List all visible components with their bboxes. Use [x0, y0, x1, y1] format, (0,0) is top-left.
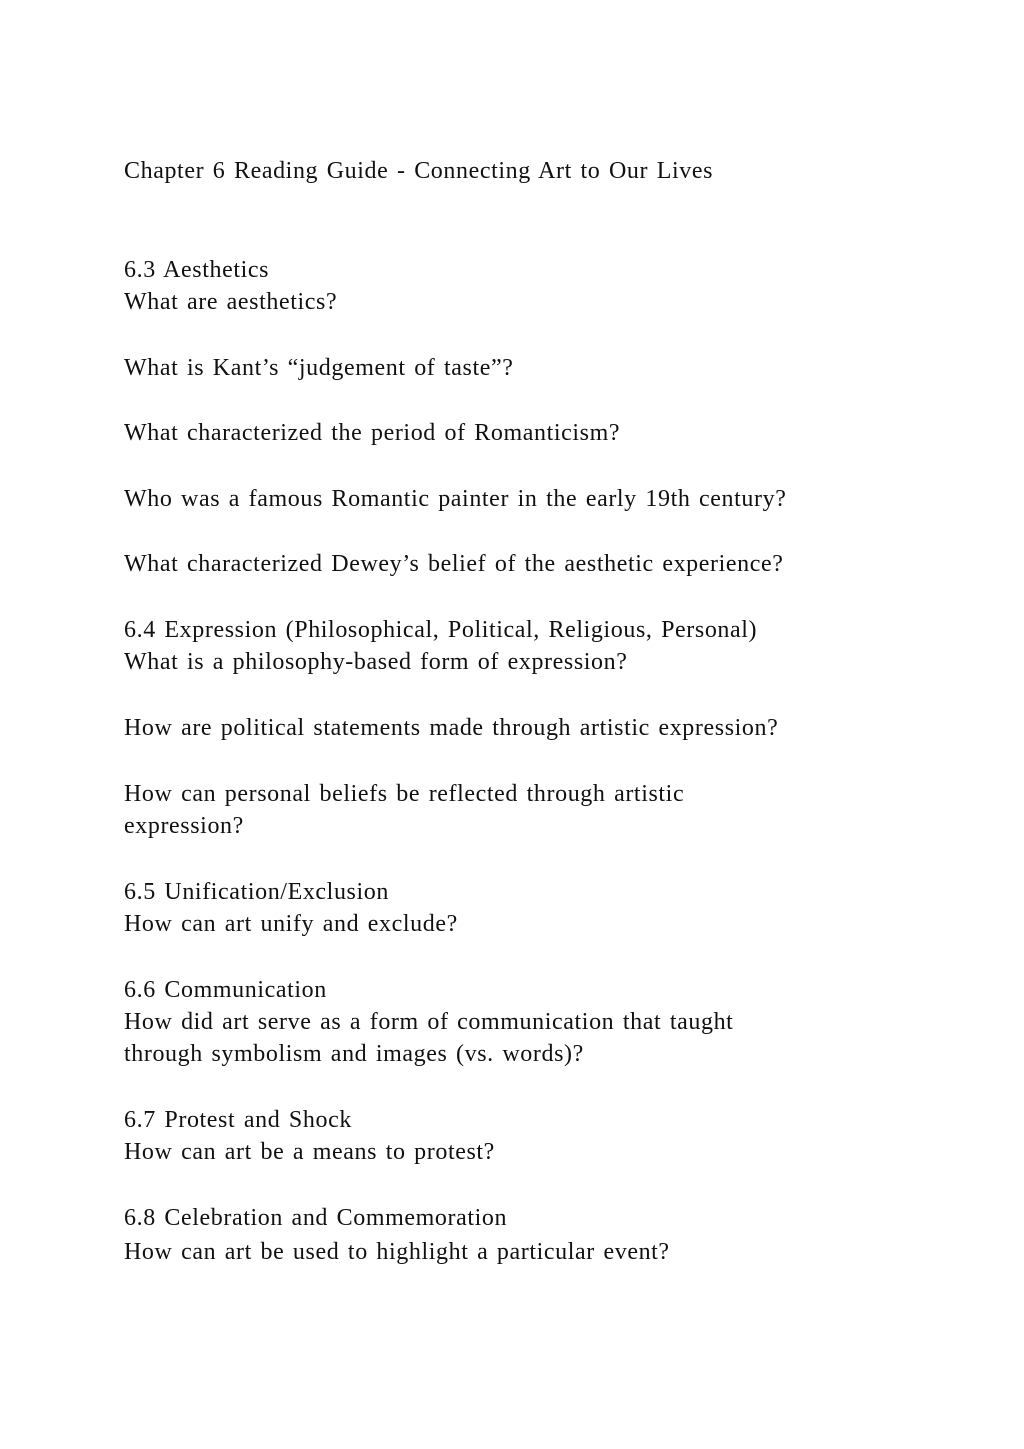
- question-political-statements: How are political statements made through artistic expression?: [124, 715, 779, 741]
- document-title: Chapter 6 Reading Guide - Connecting Art to Our Lives: [124, 158, 714, 184]
- question-protest: How can art be a means to protest?: [124, 1139, 495, 1165]
- question-philosophy-expression: What is a philosophy-based form of expression?: [124, 649, 628, 675]
- question-highlight-event: How can art be used to highlight a particular event?: [124, 1239, 670, 1265]
- question-dewey: What characterized Dewey’s belief of the aesthetic experience?: [124, 551, 784, 577]
- question-communication-line-2: through symbolism and images (vs. words)?: [124, 1041, 584, 1067]
- question-kant-judgement: What is Kant’s “judgement of taste”?: [124, 355, 514, 381]
- question-personal-beliefs-line-1: How can personal beliefs be reflected through artistic: [124, 781, 685, 807]
- section-heading-6-8: 6.8 Celebration and Commemoration: [124, 1205, 508, 1231]
- question-romantic-painter: Who was a famous Romantic painter in the early 19th century?: [124, 486, 787, 512]
- question-aesthetics: What are aesthetics?: [124, 289, 338, 315]
- section-heading-6-3: 6.3 Aesthetics: [124, 257, 270, 283]
- question-unify-exclude: How can art unify and exclude?: [124, 911, 458, 937]
- question-communication-line-1: How did art serve as a form of communication that taught: [124, 1009, 734, 1035]
- section-heading-6-6: 6.6 Communication: [124, 977, 327, 1003]
- section-heading-6-4: 6.4 Expression (Philosophical, Political, Religious, Personal): [124, 617, 758, 643]
- question-romanticism: What characterized the period of Romanticism?: [124, 420, 621, 446]
- question-personal-beliefs-line-2: expression?: [124, 813, 244, 839]
- section-heading-6-5: 6.5 Unification/Exclusion: [124, 879, 389, 905]
- section-heading-6-7: 6.7 Protest and Shock: [124, 1107, 352, 1133]
